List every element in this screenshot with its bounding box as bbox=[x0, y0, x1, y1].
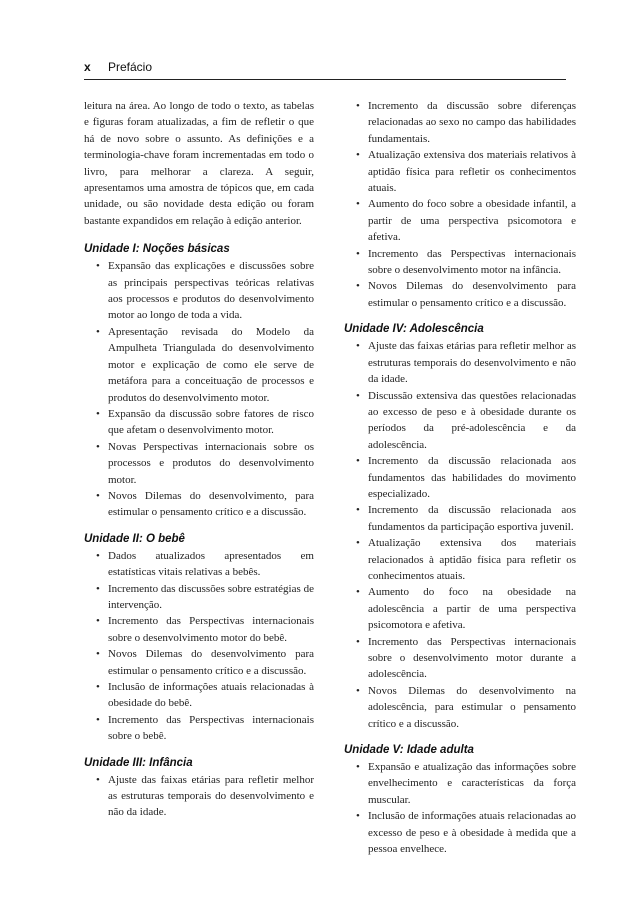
list-item: • Incremento das Perspectivas internacionais sobre o desenvolvimento motor do bebê. bbox=[84, 613, 314, 646]
unit-4-list bbox=[344, 338, 576, 732]
intro-paragraph: leitura na área. Ao longo de todo o texto, as tabelas e figuras foram atualizadas, a fim de refletir o que há de novo sobre o assunto. As definições e a terminologia-chave foram incrementadas em todo o livro, para melhorar a clareza. A seguir, apresentamos uma amostra de tópicos que, em cada unidade, ou são novidade desta edição ou foram bastante expandidos em relação à edição anterior. bbox=[84, 100, 314, 227]
list-item: • Expansão das explicações e discussões sobre as principais perspectivas teóricas relativas aos processos e produtos do desenvolvimento motor ao longo de toda a vida. bbox=[84, 258, 314, 324]
unit-5-list bbox=[344, 759, 576, 857]
header-rule bbox=[84, 79, 566, 80]
list-item: • Incremento das Perspectivas internacionais sobre o desenvolvimento motor durante a adolescência. bbox=[344, 634, 576, 683]
list-item: • Ajuste das faixas etárias para refletir melhor as estruturas temporais do desenvolvimento e não da idade. bbox=[344, 338, 576, 387]
page-number: x bbox=[84, 60, 91, 74]
list-item: • Aumento do foco sobre a obesidade infantil, a partir de uma perspectiva psicomotora e afetiva. bbox=[344, 196, 576, 245]
unit-3-list-start bbox=[84, 772, 314, 821]
list-item: • Incremento da discussão sobre diferenças relacionadas ao sexo no campo das habilidades fundamentais. bbox=[344, 98, 576, 147]
list-item: • Novos Dilemas do desenvolvimento, para estimular o pensamento crítico e a discussão. bbox=[84, 488, 314, 521]
running-header bbox=[84, 60, 566, 80]
unit-1-list bbox=[84, 258, 314, 521]
list-item: • Incremento das discussões sobre estratégias de intervenção. bbox=[84, 581, 314, 614]
list-item: • Novos Dilemas do desenvolvimento para estimular o pensamento crítico e a discussão. bbox=[84, 646, 314, 679]
unit-5-heading: Unidade V: Idade adulta bbox=[344, 744, 474, 757]
unit-2-heading: Unidade II: O bebê bbox=[84, 532, 185, 545]
list-item: • Novos Dilemas do desenvolvimento para estimular o pensamento crítico e a discussão. bbox=[344, 278, 576, 311]
list-item: • Incremento da discussão relacionada aos fundamentos da participação esportiva juvenil. bbox=[344, 502, 576, 535]
left-column bbox=[84, 98, 314, 833]
list-item: • Incremento das Perspectivas internacionais sobre o bebê. bbox=[84, 712, 314, 745]
list-item: • Expansão da discussão sobre fatores de risco que afetam o desenvolvimento motor. bbox=[84, 406, 314, 439]
unit-3-list-continued bbox=[344, 98, 576, 311]
running-title: Prefácio bbox=[108, 60, 153, 74]
list-item: • Aumento do foco na obesidade na adolescência a partir de uma perspectiva psicomotora e afetiva. bbox=[344, 584, 576, 633]
unit-1-heading: Unidade I: Noções básicas bbox=[84, 243, 230, 256]
list-item: • Incremento da discussão relacionada aos fundamentos das habilidades do movimento especializado. bbox=[344, 453, 576, 502]
list-item: • Ajuste das faixas etárias para refletir melhor as estruturas temporais do desenvolvimento e não da idade. bbox=[84, 772, 314, 821]
list-item: • Inclusão de informações atuais relacionadas ao excesso de peso e à obesidade à medida que a pessoa envelhece. bbox=[344, 808, 576, 857]
list-item: • Novos Dilemas do desenvolvimento na adolescência, para estimular o pensamento crítico e a discussão. bbox=[344, 683, 576, 732]
list-item: • Apresentação revisada do Modelo da Ampulheta Triangulada do desenvolvimento motor e explicação de como ele serve de metáfora para a conceituação de processos e produtos do desenvolvimento motor. bbox=[84, 324, 314, 406]
unit-2-list bbox=[84, 548, 314, 745]
list-item: • Discussão extensiva das questões relacionadas ao excesso de peso e à obesidade durante os períodos da pré-adolescência e da adolescência. bbox=[344, 388, 576, 454]
list-item: • Atualização extensiva dos materiais relativos à aptidão física para refletir os conhecimentos atuais. bbox=[344, 147, 576, 196]
list-item: • Inclusão de informações atuais relacionadas à obesidade do bebê. bbox=[84, 679, 314, 712]
unit-3-heading: Unidade III: Infância bbox=[84, 756, 193, 769]
list-item: • Atualização extensiva dos materiais relacionados à aptidão física para refletir os conhecimentos atuais. bbox=[344, 535, 576, 584]
unit-4-heading: Unidade IV: Adolescência bbox=[344, 323, 484, 336]
list-item: • Expansão e atualização das informações sobre envelhecimento e características da força muscular. bbox=[344, 759, 576, 808]
list-item: • Dados atualizados apresentados em estatísticas vitais relativas a bebês. bbox=[84, 548, 314, 581]
list-item: • Incremento das Perspectivas internacionais sobre o desenvolvimento motor na infância. bbox=[344, 246, 576, 279]
right-column bbox=[344, 98, 576, 869]
list-item: • Novas Perspectivas internacionais sobre os processos e produtos do desenvolvimento motor. bbox=[84, 439, 314, 488]
